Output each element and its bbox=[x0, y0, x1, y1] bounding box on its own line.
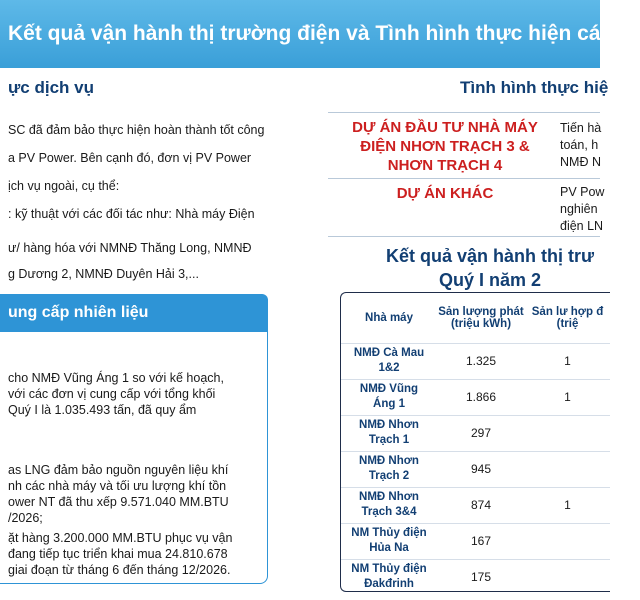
divider bbox=[328, 236, 600, 237]
supply-text-line: /2026; bbox=[8, 511, 43, 525]
table-row bbox=[341, 451, 610, 487]
divider bbox=[328, 112, 600, 113]
contract-value bbox=[525, 451, 610, 487]
table-row bbox=[341, 343, 610, 379]
contract-value bbox=[525, 523, 610, 559]
project-desc-nt34: Tiến hà toán, h NMĐ N bbox=[560, 121, 602, 169]
table-row bbox=[341, 415, 610, 451]
project-desc-other: PV Pow nghiên điện LN bbox=[560, 185, 605, 233]
plant-name: NM Thủy điện Đakđrinh bbox=[341, 559, 437, 595]
plant-name: NMĐ Nhơn Trạch 1 bbox=[341, 415, 437, 451]
project-title-nt34: DỰ ÁN ĐẦU TƯ NHÀ MÁY ĐIỆN NHƠN TRẠCH 3 & NHƠN TRẠCH 4 bbox=[352, 119, 538, 174]
supply-text-line: ower NT đã thu xếp 9.571.040 MM.BTU bbox=[8, 495, 229, 509]
table-row bbox=[341, 523, 610, 559]
market-results-table bbox=[340, 292, 610, 592]
plant-name: NMĐ Nhơn Trạch 3&4 bbox=[341, 487, 437, 523]
output-value: 167 bbox=[437, 523, 525, 559]
service-text-line: : kỹ thuật với các đối tác như: Nhà máy Điện bbox=[8, 207, 255, 221]
page-banner-title: Kết quả vận hành thị trường điện và Tình hình thực hiện các bbox=[0, 0, 600, 68]
header-plant: Nhà máy bbox=[365, 311, 413, 324]
supply-text-line: giai đoạn từ tháng 6 đến tháng 12/2026. bbox=[8, 563, 231, 577]
output-value: 297 bbox=[437, 415, 525, 451]
table-row bbox=[341, 487, 610, 523]
contract-value bbox=[525, 559, 610, 595]
table-row bbox=[341, 559, 610, 595]
plant-name: NM Thủy điện Hủa Na bbox=[341, 523, 437, 559]
supply-text-line: đang tiếp tục triển khai mua 24.810.678 bbox=[8, 547, 228, 561]
implementation-heading: Tình hình thực hiệ bbox=[460, 78, 609, 97]
output-value: 1.866 bbox=[437, 379, 525, 415]
market-results-title: Kết quả vận hành thị trư Quý I năm 2 bbox=[385, 246, 595, 290]
supply-text-line: nh các nhà máy và tối ưu lượng khí tồn bbox=[8, 479, 227, 493]
contract-value bbox=[525, 415, 610, 451]
supply-text-line: cho NMĐ Vũng Áng 1 so với kế hoạch, bbox=[8, 371, 224, 385]
service-text-line: g Dương 2, NMNĐ Duyên Hải 3,... bbox=[8, 267, 199, 281]
plant-name: NMĐ Cà Mau 1&2 bbox=[341, 343, 437, 379]
project-title-other: DỰ ÁN KHÁC bbox=[396, 185, 494, 202]
service-text-line: ịch vụ ngoài, cụ thể: bbox=[8, 179, 120, 193]
output-value: 175 bbox=[437, 559, 525, 595]
service-text-line: SC đã đảm bảo thực hiện hoàn thành tốt công bbox=[8, 123, 265, 137]
supply-text-line: Quý I là 1.035.493 tấn, đã quy ẩm bbox=[8, 403, 197, 417]
service-text-line: ư/ hàng hóa với NMNĐ Thăng Long, NMNĐ bbox=[8, 241, 252, 255]
plant-name: NMĐ Nhơn Trạch 2 bbox=[341, 451, 437, 487]
header-contract: Sản lư hợp đ (triệ bbox=[531, 305, 604, 330]
contract-value: 1 bbox=[525, 487, 610, 523]
plant-name: NMĐ Vũng Áng 1 bbox=[341, 379, 437, 415]
table-row bbox=[341, 379, 610, 415]
service-text-line: a PV Power. Bên cạnh đó, đơn vị PV Power bbox=[8, 151, 252, 165]
header-output: Sản lượng phát (triệu kWh) bbox=[438, 305, 524, 330]
contract-value: 1 bbox=[525, 379, 610, 415]
supply-text-line: với các đơn vị cung cấp với tổng khối bbox=[8, 387, 216, 401]
supply-text-line: as LNG đảm bảo nguồn nguyên liệu khí bbox=[8, 463, 229, 477]
supply-text-line: ặt hàng 3.200.000 MM.BTU phục vụ vận bbox=[8, 531, 233, 545]
output-value: 1.325 bbox=[437, 343, 525, 379]
contract-value: 1 bbox=[525, 343, 610, 379]
service-heading: ực dịch vụ bbox=[8, 78, 94, 97]
divider bbox=[328, 178, 600, 179]
output-value: 874 bbox=[437, 487, 525, 523]
output-value: 945 bbox=[437, 451, 525, 487]
fuel-supply-heading: ung cấp nhiên liệu bbox=[0, 294, 268, 332]
